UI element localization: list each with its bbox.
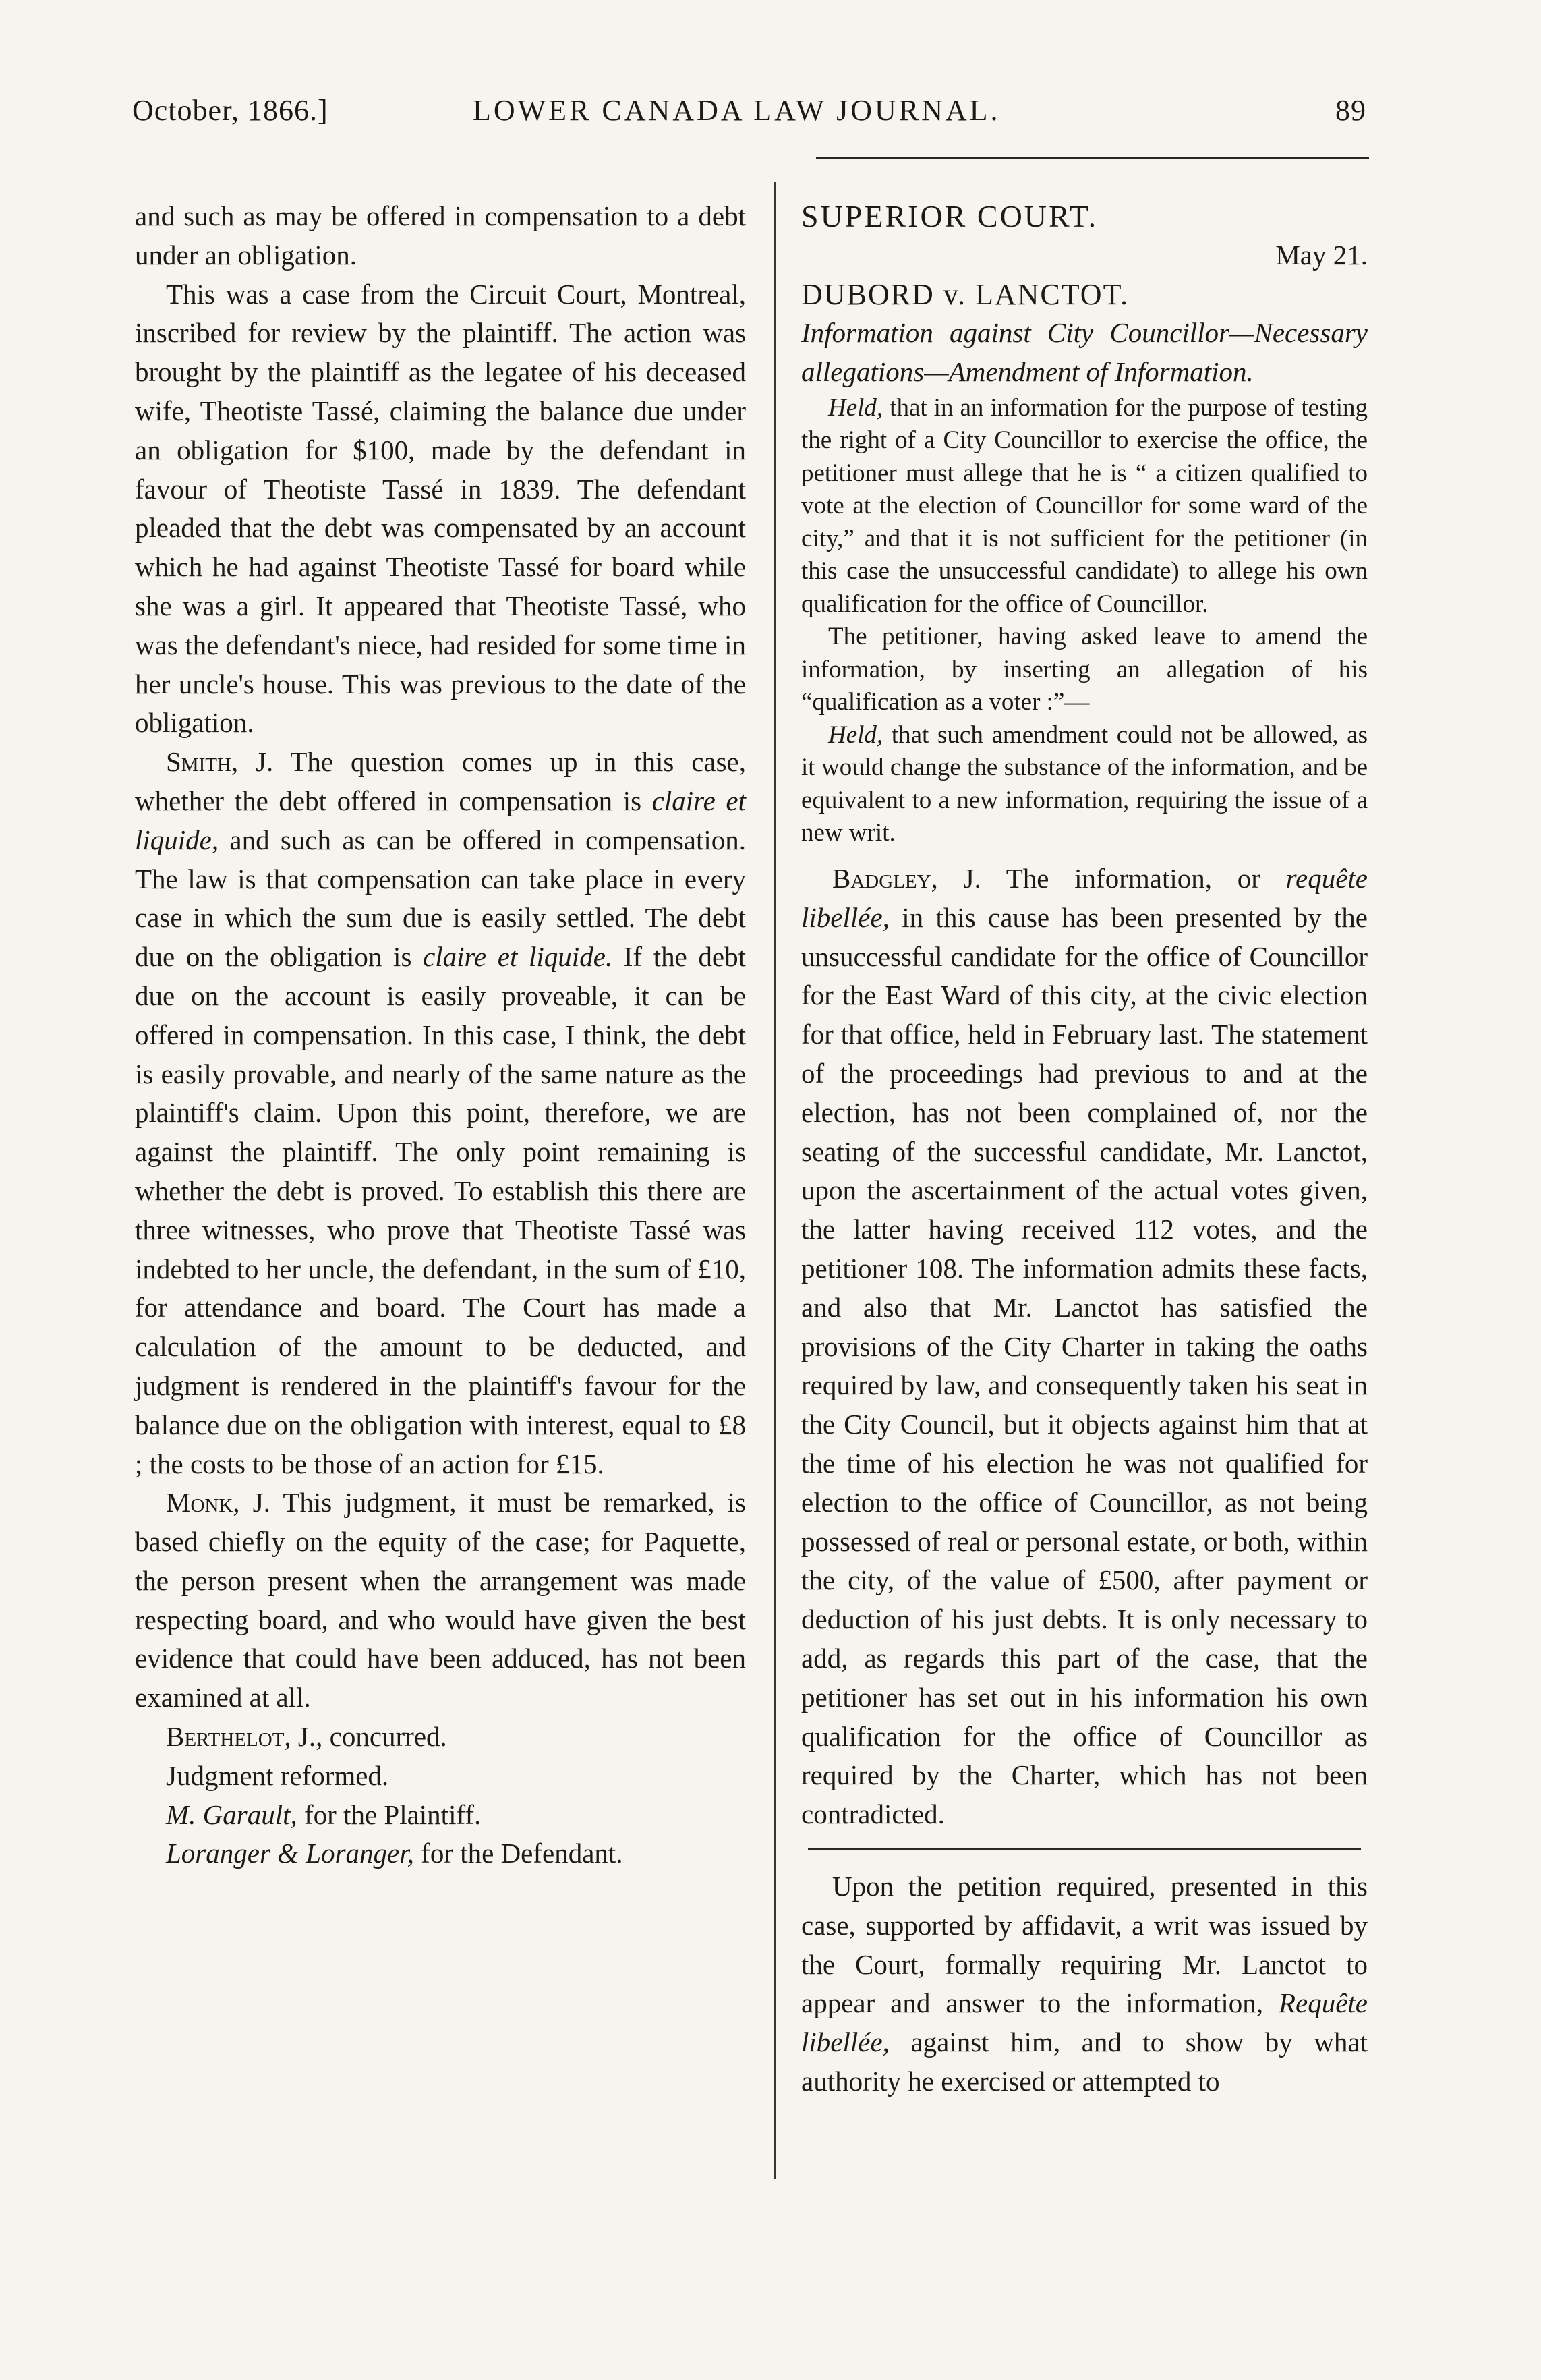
held-label: Held, — [828, 393, 883, 422]
held-text: that such amendment could not be allowed, as it would change the substance of the information, and be equivalent to a new information, requiring the issue of a new writ. — [801, 720, 1368, 847]
right-column — [801, 197, 1368, 2101]
opinion-text: and such as can be offered in compensation. The law is that compensation can take place in every case in which the sum due is easily settled. The debt due on the obligation is — [135, 824, 747, 973]
berthelot-concurrence — [135, 1718, 746, 1757]
petitioner-paragraph: The petitioner, having asked leave to amend the information, by inserting an allegation of his “qualification as a voter :”— — [801, 623, 1368, 716]
plaintiff-counsel — [135, 1796, 746, 1835]
counsel-name: M. Garault, — [166, 1798, 297, 1830]
headnote-title: Information against City Councillor—Necessary allegations—Amendment of Information. — [801, 317, 1368, 388]
italic-phrase: claire et liquide, — [135, 785, 746, 855]
case-name: DUBORD v. LANCTOT. — [801, 277, 1130, 311]
section-rule — [808, 1848, 1361, 1850]
concurrence-text: concurred. — [329, 1721, 447, 1753]
opinion-text: in this cause has been presented by the unsuccessful candidate for the office of Councillor for the East Ward of this city, at the civic election for that office, held in February last. The statement of the proceedings had previous to and at the election, has not been complained of, nor the seating of the successful candidate, Mr. Lanctot, upon the ascertainment of the actual votes given, the latter having received 112 votes, and the petitioner 108. The information admits these facts, and also that Mr. Lanctot has satisfied the provisions of the City Charter in taking the oaths required by law, and consequently taken his seat in the City Council, but it objects against him that at the time of his election he was not qualified for election to the office of Councillor, as not being possessed of real or personal estate, or both, within the city, of the value of £500, after payment or deduction of his just debts. It is only necessary to add, as regards this part of the case, that the petitioner has set out in his information his own qualification for the office of Councillor as required by the Charter, which has not been contradicted. — [801, 901, 1368, 1830]
held-label: Held, — [828, 720, 883, 749]
judge-name: Smith, J. — [166, 746, 274, 778]
counsel-name: Loranger & Loranger, — [166, 1838, 414, 1869]
spacer — [801, 850, 1368, 859]
held-first — [801, 392, 1368, 621]
counsel-role: for the Plaintiff. — [304, 1798, 482, 1830]
defendant-counsel — [135, 1834, 746, 1873]
left-column — [135, 197, 746, 1873]
opinion-text: If the debt due on the account is easily proveable, it can be offered in compensation. In this case, I think, the debt is easily provable, and nearly of the same nature as the plaintiff's claim. Upon this point, therefore, we are against the plaintiff. The only point remaining is whether the debt is proved. To establish this there are three witnesses, who prove that Theotiste Tassé was indebted to her uncle, the defendant, in the sum of £10, for attendance and board. The Court has made a calculation of the amount to be deducted, and judgment is rendered in the plaintiff's favour for the balance due on the obligation with interest, equal to £8 ; the costs to be those of an action for £15. — [135, 941, 747, 1479]
held-second — [801, 719, 1368, 850]
italic-phrase: claire et liquide. — [423, 941, 613, 973]
opinion-text: The question comes up in this case, whether the debt offered in compensation is — [135, 746, 746, 816]
held-text: that in an information for the purpose of testing the right of a City Councillor to exercise the office, the petitioner must allege that he is “ a citizen qualified to vote at the election of Councillor for some ward of the city,” and that it is not sufficient for the petitioner (in this case the unsuccessful candidate) to allege his own qualification for the office of Councillor. — [801, 393, 1368, 618]
monk-opinion — [135, 1483, 746, 1718]
page-number: 89 — [1335, 94, 1366, 127]
opinion-text: against him, and to show by what authority he exercised or attempted to — [801, 2027, 1368, 2097]
italic-phrase: requête libellée, — [801, 862, 1368, 933]
judge-name: Monk, J. — [166, 1487, 270, 1519]
opinion-text: The information, or — [1006, 862, 1260, 894]
writ-paragraph — [801, 1867, 1368, 2101]
judgment-line: Judgment reformed. — [166, 1759, 389, 1791]
badgley-opinion — [801, 859, 1368, 1834]
case-facts-paragraph: This was a case from the Circuit Court, Montreal, inscribed for review by the plaintiff. The action was brought by the plaintiff as the legatee of his deceased wife, Theotiste Tassé, claiming the balance due under an obligation for $100, made by the defendant in favour of Theotiste Tassé in 1839. The defendant pleaded that the debt was compensated by an account which he had against Theotiste Tassé for board while she was a girl. It appeared that Theotiste Tassé, who was the defendant's niece, had resided for some time in her uncle's house. This was previous to the date of the obligation. — [135, 278, 746, 739]
court-heading: SUPERIOR COURT. — [801, 199, 1099, 233]
opinion-text: This judgment, it must be remarked, is based chiefly on the equity of the case; for Paquette, the person present when the arrangement was made respecting board, and who would have given the best evidence that could have been adduced, has not been examined at all. — [135, 1487, 746, 1713]
decision-date: May 21. — [1275, 239, 1368, 271]
italic-phrase: Requête libellée, — [801, 1987, 1368, 2058]
header-date: October, 1866.] — [132, 94, 328, 127]
header-rule — [816, 157, 1369, 159]
judge-name: Berthelot, J., — [166, 1721, 323, 1753]
running-header — [132, 93, 1366, 140]
journal-title: LOWER CANADA LAW JOURNAL. — [473, 94, 1001, 127]
judge-name: Badgley, J. — [832, 862, 981, 894]
counsel-role: for the Defendant. — [421, 1838, 623, 1869]
column-divider — [774, 182, 776, 2179]
opinion-text: Upon the petition required, presented in this case, supported by affidavit, a writ was issued by the Court, formally requiring Mr. Lanctot to appear and answer to the information, — [801, 1870, 1368, 2019]
smith-opinion — [135, 743, 746, 1483]
continued-paragraph: and such as may be offered in compensation to a debt under an obligation. — [135, 200, 746, 271]
